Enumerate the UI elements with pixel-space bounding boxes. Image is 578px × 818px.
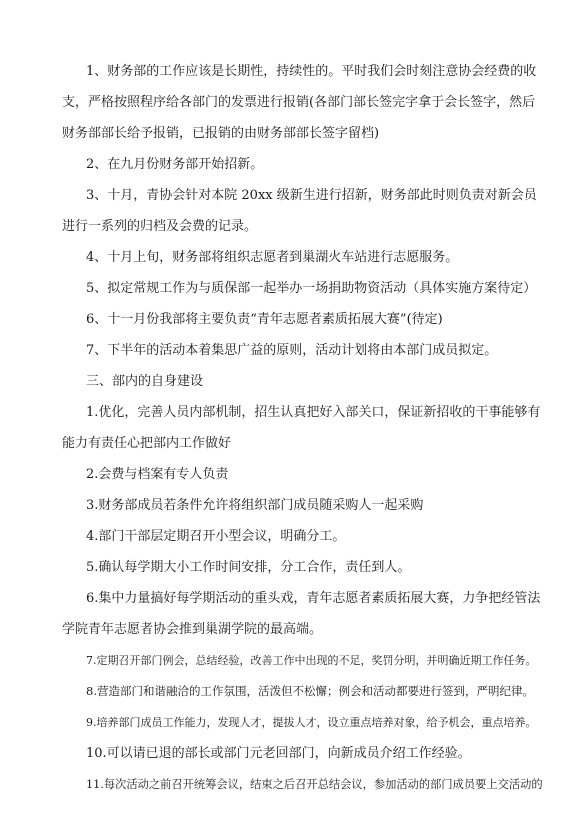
paragraph-building-2: 2.会费与档案有专人负责 (86, 467, 229, 482)
paragraph-building-10: 10.可以请已退的部长或部门元老回部门，向新成员介绍工作经验。 (86, 746, 471, 761)
section-heading-self-building: 三、部内的自身建设 (86, 374, 204, 389)
paragraph-finance-6: 6、十一月份我部将主要负责“青年志愿者素质拓展大赛”(待定) (86, 312, 443, 327)
paragraph-building-1: 1.优化，完善人员内部机制，招生认真把好入部关口，保证新招收的干事能够有能力有责任心把部内工作做好 (62, 405, 541, 451)
paragraph-finance-7: 7、下半年的活动本着集思广益的原则，活动计划将由本部门成员拟定。 (86, 343, 498, 358)
paragraph-building-4: 4.部门干部层定期召开小型会议，明确分工。 (86, 529, 346, 544)
paragraph-building-9: 9.培养部门成员工作能力，发现人才，提拔人才，设立重点培养对象，给予机会，重点培养。 (86, 716, 537, 729)
paragraph-finance-4: 4、十月上旬，财务部将组织志愿者到巢湖火车站进行志愿服务。 (86, 250, 459, 265)
paragraph-building-3: 3.财务部成员若条件允许将组织部门成员随采购人一起采购 (86, 498, 424, 513)
paragraph-building-7: 7.定期召开部门例会，总结经验，改善工作中出现的不足，奖罚分明，并明确近期工作任务。 (86, 654, 537, 667)
paragraph-building-5: 5.确认每学期大小工作时间安排，分工合作，责任到人。 (86, 560, 411, 575)
paragraph-building-6: 6.集中力量搞好每学期活动的重头戏，青年志愿者素质拓展大赛，力争把经管法学院青年志愿者协会推到巢湖学院的最高端。 (62, 591, 541, 637)
paragraph-building-8: 8.营造部门和谐融洽的工作氛围，活泼但不松懈；例会和活动都要进行签到，严明纪律。 (86, 684, 534, 698)
paragraph-finance-2: 2、在九月份财务部开始招新。 (86, 157, 264, 172)
paragraph-finance-5: 5、拟定常规工作为与质保部一起举办一场捐助物资活动（具体实施方案待定） (86, 281, 537, 296)
paragraph-finance-3: 3、十月，青协会针对本院 20xx 级新生进行招新，财务部此时则负责对新会员进行一系列的归档及会费的记录。 (62, 188, 537, 234)
paragraph-finance-1: 1、财务部的工作应该是长期性，持续性的。平时我们会时刻注意协会经费的收支，严格按照程序给各部门的发票进行报销(各部门部长签完字拿于会长签字，然后财务部部长给予报销，已报销的由财务部部长签字留档) (62, 64, 537, 141)
paragraph-building-11: 11.每次活动之前召开统筹会议，结束之后召开总结会议，参加活动的部门成员要上交活动的 (86, 778, 543, 791)
